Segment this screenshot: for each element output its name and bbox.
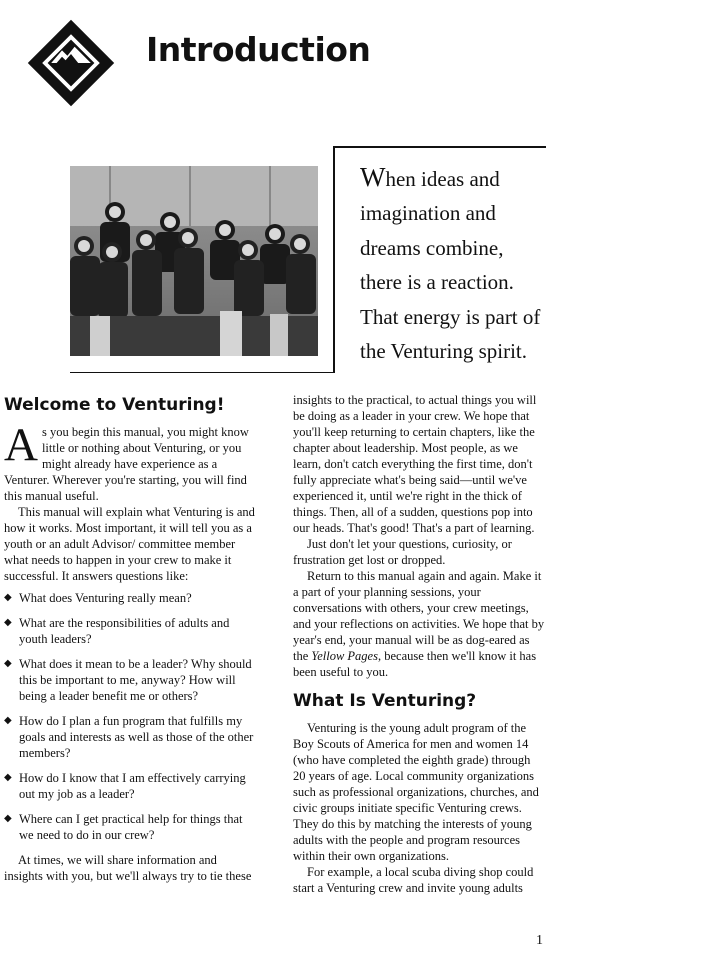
what-is-paragraph-2: For example, a local scuba diving shop could start a Venturing crew and invite young adults: [293, 865, 534, 895]
pull-quote: [360, 160, 560, 368]
bullet-diamond-icon: ◆: [4, 772, 12, 783]
bullet-diamond-icon: ◆: [4, 813, 12, 824]
welcome-paragraph-1-text: s you begin this manual, you might know little or nothing about Venturing, or you might already have experience as a Venturer. Wherever you're starting, you will find this manual useful.: [4, 425, 249, 503]
question-list: [4, 590, 256, 843]
pull-quote-line: the Venturing spirit.: [360, 339, 528, 364]
return-paragraph-text: Return to this manual again and again. Make it a part of your planning sessions, your conversations with others, your crew meetings, and your reflections on activities. We hope that by year's end, your manual will be as dog-eared as the: [293, 569, 545, 663]
group-photo: [70, 166, 318, 356]
welcome-paragraph-1: [4, 419, 256, 504]
list-item-text: How do I know that I am effectively carrying out my job as a leader?: [19, 771, 246, 801]
list-item: [4, 615, 256, 647]
pull-quote-line: there is a reaction.: [360, 270, 514, 295]
continued-paragraph: insights to the practical, to actual things you will be doing as a leader in your crew. We hope that you'll keep returning to certain chapters, like the chapter about leadership. Most people, as we learn, don't catch everything the first time, don't fully appreciate what's being said—until we've experienced it, until we're right in the thick of things. Then, all of a sudden, questions pop into our heads. That's good! That's a part of learning.: [293, 393, 537, 535]
bullet-diamond-icon: ◆: [4, 617, 12, 628]
list-item: [4, 770, 256, 802]
yellow-pages-title: Yellow Pages: [311, 649, 378, 663]
list-item-text: How do I plan a fun program that fulfills my goals and interests as well as those of the other members?: [19, 714, 254, 760]
left-column: [4, 394, 256, 884]
pull-quote-line: When ideas and: [360, 162, 500, 192]
welcome-heading: Welcome to Venturing!: [4, 395, 225, 415]
list-item: [4, 811, 256, 843]
what-is-paragraph-1: Venturing is the young adult program of the Boy Scouts of America for men and women 14 (who have completed the eighth grade) through 20 years of age. Local community organizations such as professional organizations, churches, and civic groups initiate specific Venturing crews. They do this by matching the interests of young adults with the people and program resources within their own organizations.: [293, 721, 539, 863]
pull-quote-line: dreams combine,: [360, 235, 504, 260]
list-item-text: What does Venturing really mean?: [19, 591, 192, 605]
bullet-diamond-icon: ◆: [4, 715, 12, 726]
list-item: [4, 656, 256, 704]
quote-left-rule: [333, 146, 335, 373]
what-is-venturing-heading: What Is Venturing?: [293, 691, 477, 711]
right-column: [293, 392, 545, 896]
list-item: [4, 590, 256, 606]
pull-quote-line: imagination and: [360, 201, 496, 226]
list-item: [4, 713, 256, 761]
return-paragraph: [293, 568, 545, 680]
welcome-paragraph-3: At times, we will share information and insights with you, but we'll always try to tie these: [4, 853, 252, 883]
return-paragraph-end: , because then we'll know it has been useful to you.: [293, 649, 537, 679]
page-number: 1: [536, 933, 543, 948]
bullet-diamond-icon: ◆: [4, 592, 12, 603]
page-title: Introduction: [146, 30, 371, 69]
list-item-text: Where can I get practical help for things that we need to do in our crew?: [19, 812, 243, 842]
photo-bottom-rule: [70, 372, 334, 373]
venturing-diamond-mountain-icon: [26, 18, 116, 108]
list-item-text: What does it mean to be a leader? Why should this be important to me, anyway? How will being a leader benefit me or others?: [19, 657, 252, 703]
questions-paragraph: Just don't let your questions, curiosity, or frustration get lost or dropped.: [293, 537, 512, 567]
list-item-text: What are the responsibilities of adults and youth leaders?: [19, 616, 230, 646]
drop-cap: A: [4, 419, 38, 471]
quote-top-rule: [334, 146, 546, 148]
bullet-diamond-icon: ◆: [4, 658, 12, 669]
pull-quote-initial: W: [360, 162, 386, 192]
welcome-paragraph-2: This manual will explain what Venturing is and how it works. Most important, it will tell you as a youth or an adult Advisor/ committee member what needs to happen in your crew to make it successful. It answers questions like:: [4, 505, 255, 583]
pull-quote-line: That energy is part of: [360, 304, 541, 329]
